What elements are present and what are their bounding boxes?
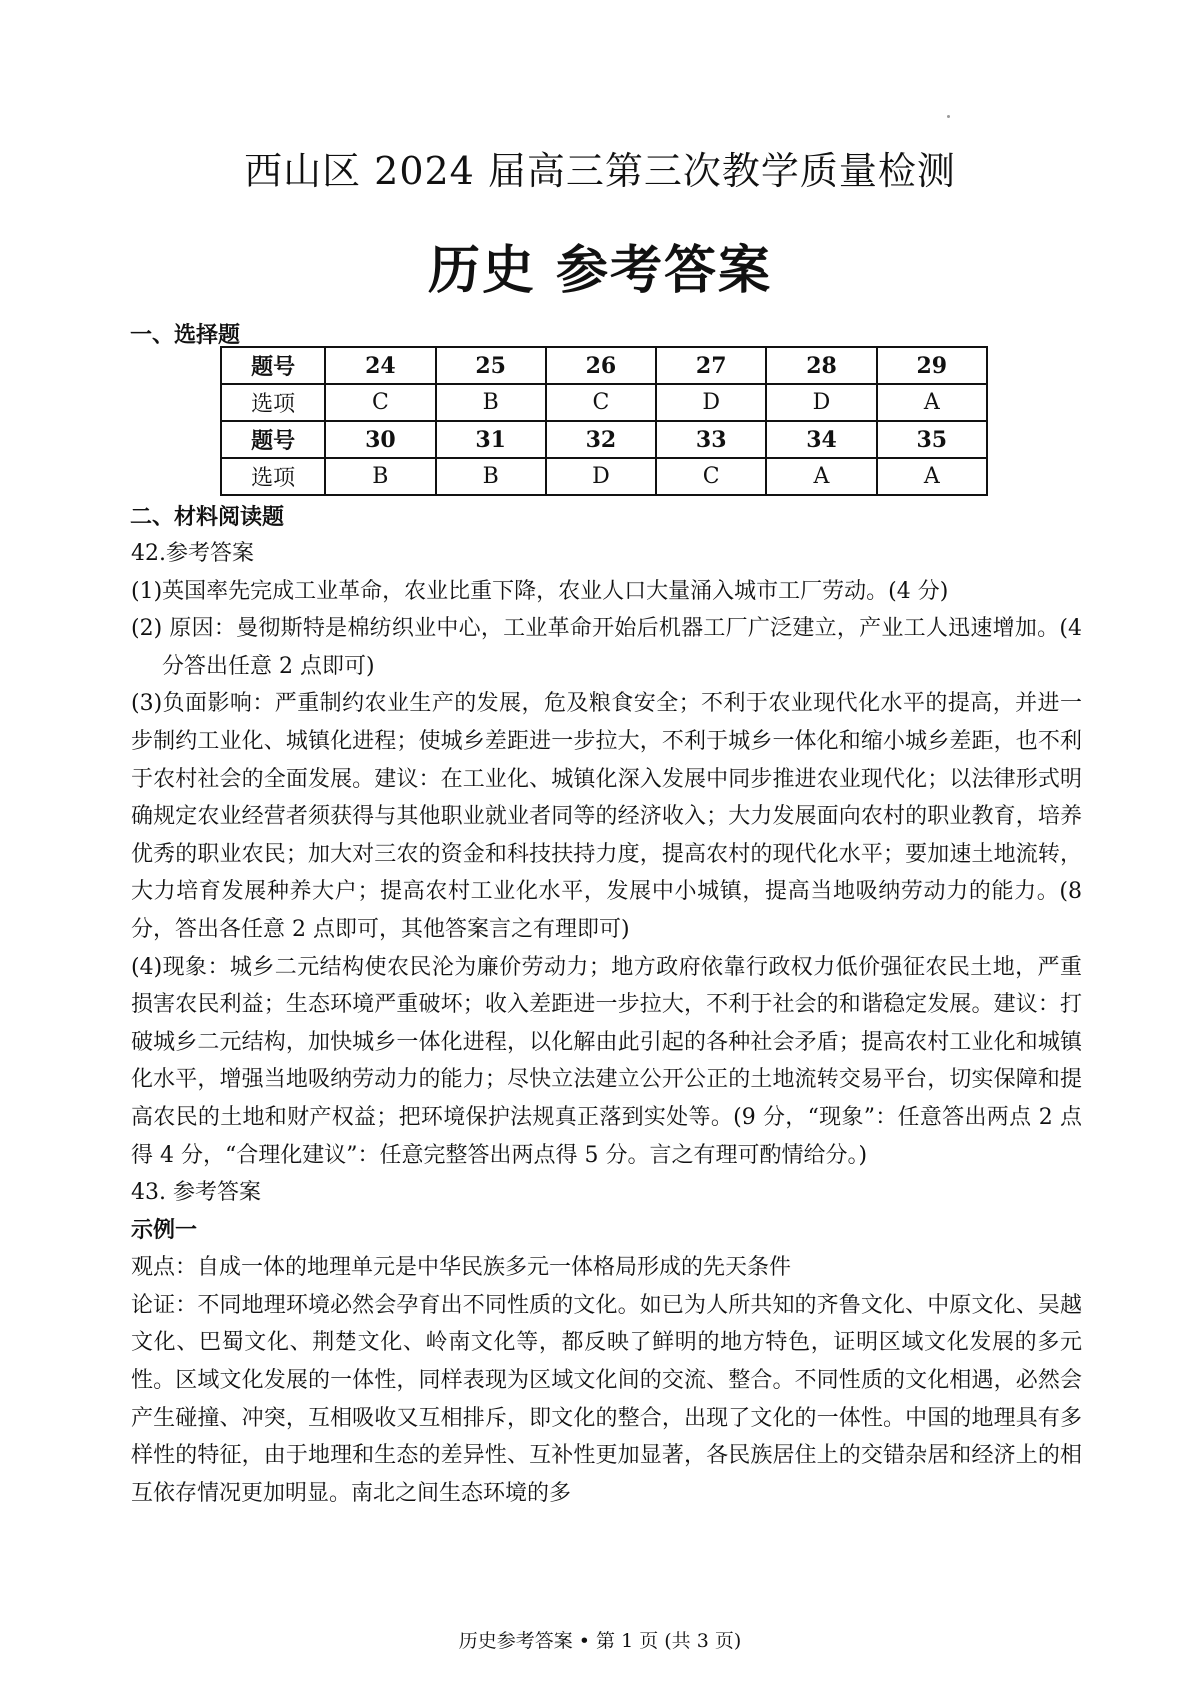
table-cell: B [325, 458, 435, 495]
table-row [221, 458, 987, 495]
table-cell: D [766, 384, 876, 421]
table-cell: 35 [877, 421, 987, 458]
table-cell: C [325, 384, 435, 421]
table-cell: D [656, 384, 766, 421]
answer-table [220, 346, 988, 496]
table-row [221, 421, 987, 458]
table-cell: B [436, 458, 546, 495]
answer-42-3: (3)负面影响：严重制约农业生产的发展，危及粮食安全；不利于农业现代化水平的提高，并进一步制约工业化、城镇化进程；使城乡差距进一步拉大，不利于城乡一体化和缩小城乡差距，也不利于农村社会的全面发展。建议：在工业化、城镇化深入发展中同步推进农业现代化；以法律形式明确规定农业经营者须获得与其他职业就业者同等的经济收入；大力发展面向农村的职业教育，培养优秀的职业农民；加大对三农的资金和科技扶持力度，提高农村的现代化水平；要加速土地流转，大力培育发展种养大户；提高农村工业化水平，发展中小城镇，提高当地吸纳劳动力的能力。(8 分，答出各任意 2 点即可，其他答案言之有理即可) [131, 691, 1082, 942]
section-heading-reading: 二、材料阅读题 [130, 505, 285, 530]
document-subtitle: 历史 参考答案 [427, 241, 773, 301]
example-argument: 论证：不同地理环境必然会孕育出不同性质的文化。如已为人所共知的齐鲁文化、中原文化、吴越文化、巴蜀文化、荆楚文化、岭南文化等，都反映了鲜明的地方特色，证明区域文化发展的多元性。区域文化发展的一体性，同样表现为区域文化间的交流、整合。不同性质的文化相遇，必然会产生碰撞、冲突，互相吸收又互相排斥，即文化的整合，出现了文化的一体性。中国的地理具有多样性的特征，由于地理和生态的差异性、互补性更加显著，各民族居住上的交错杂居和经济上的相互依存情况更加明显。南北之间生态环境的多 [131, 1292, 1082, 1506]
answer-42-2: (2) 原因：曼彻斯特是棉纺织业中心，工业革命开始后机器工厂广泛建立，产业工人迅速增加。(4 分答出任意 2 点即可) [131, 616, 1082, 679]
table-cell: 25 [436, 347, 546, 384]
table-cell: 28 [766, 347, 876, 384]
scan-speck [947, 115, 950, 118]
table-cell: C [656, 458, 766, 495]
answer-42-4: (4)现象：城乡二元结构使农民沦为廉价劳动力；地方政府依靠行政权力低价强征农民土地，严重损害农民利益；生态环境严重破坏；收入差距进一步拉大，不利于社会的和谐稳定发展。建议：打破城乡二元结构，加快城乡一体化进程，以化解由此引起的各种社会矛盾；提高农村工业化和城镇化水平，增强当地吸纳劳动力的能力；尽快立法建立公开公正的土地流转交易平台，切实保障和提高农民的土地和财产权益；把环境保护法规真正落到实处等。(9 分，“现象”：任意答出两点 2 点得 4 分，“合理化建议”：任意完整答出两点得 5 分。言之有理可酌情给分。) [131, 954, 1082, 1168]
row-label: 选项 [221, 458, 325, 495]
section-heading-choice: 一、选择题 [130, 323, 241, 348]
table-row [221, 347, 987, 384]
answer-body [131, 535, 1082, 1512]
table-cell: 27 [656, 347, 766, 384]
table-cell: C [546, 384, 656, 421]
table-cell: B [436, 384, 546, 421]
example-viewpoint: 观点：自成一体的地理单元是中华民族多元一体格局形成的先天条件 [131, 1255, 792, 1281]
table-cell: 31 [436, 421, 546, 458]
table-cell: 24 [325, 347, 435, 384]
page-footer: 历史参考答案 • 第 1 页 (共 3 页) [458, 1630, 742, 1652]
row-label: 题号 [221, 421, 325, 458]
table-cell: 33 [656, 421, 766, 458]
table-cell: A [877, 458, 987, 495]
row-label: 题号 [221, 347, 325, 384]
example-one-heading: 示例一 [131, 1217, 198, 1243]
exam-title: 西山区 2024 届高三第三次教学质量检测 [244, 149, 956, 193]
row-label: 选项 [221, 384, 325, 421]
table-cell: 30 [325, 421, 435, 458]
table-cell: 26 [546, 347, 656, 384]
question-43-heading: 43. 参考答案 [131, 1180, 261, 1206]
table-cell: 32 [546, 421, 656, 458]
table-cell: A [766, 458, 876, 495]
table-row [221, 384, 987, 421]
table-cell: 29 [877, 347, 987, 384]
table-cell: A [877, 384, 987, 421]
table-cell: 34 [766, 421, 876, 458]
question-42-heading: 42.参考答案 [131, 541, 254, 566]
answer-42-1: (1)英国率先完成工业革命，农业比重下降，农业人口大量涌入城市工厂劳动。(4 分) [131, 578, 949, 604]
table-cell: D [546, 458, 656, 495]
